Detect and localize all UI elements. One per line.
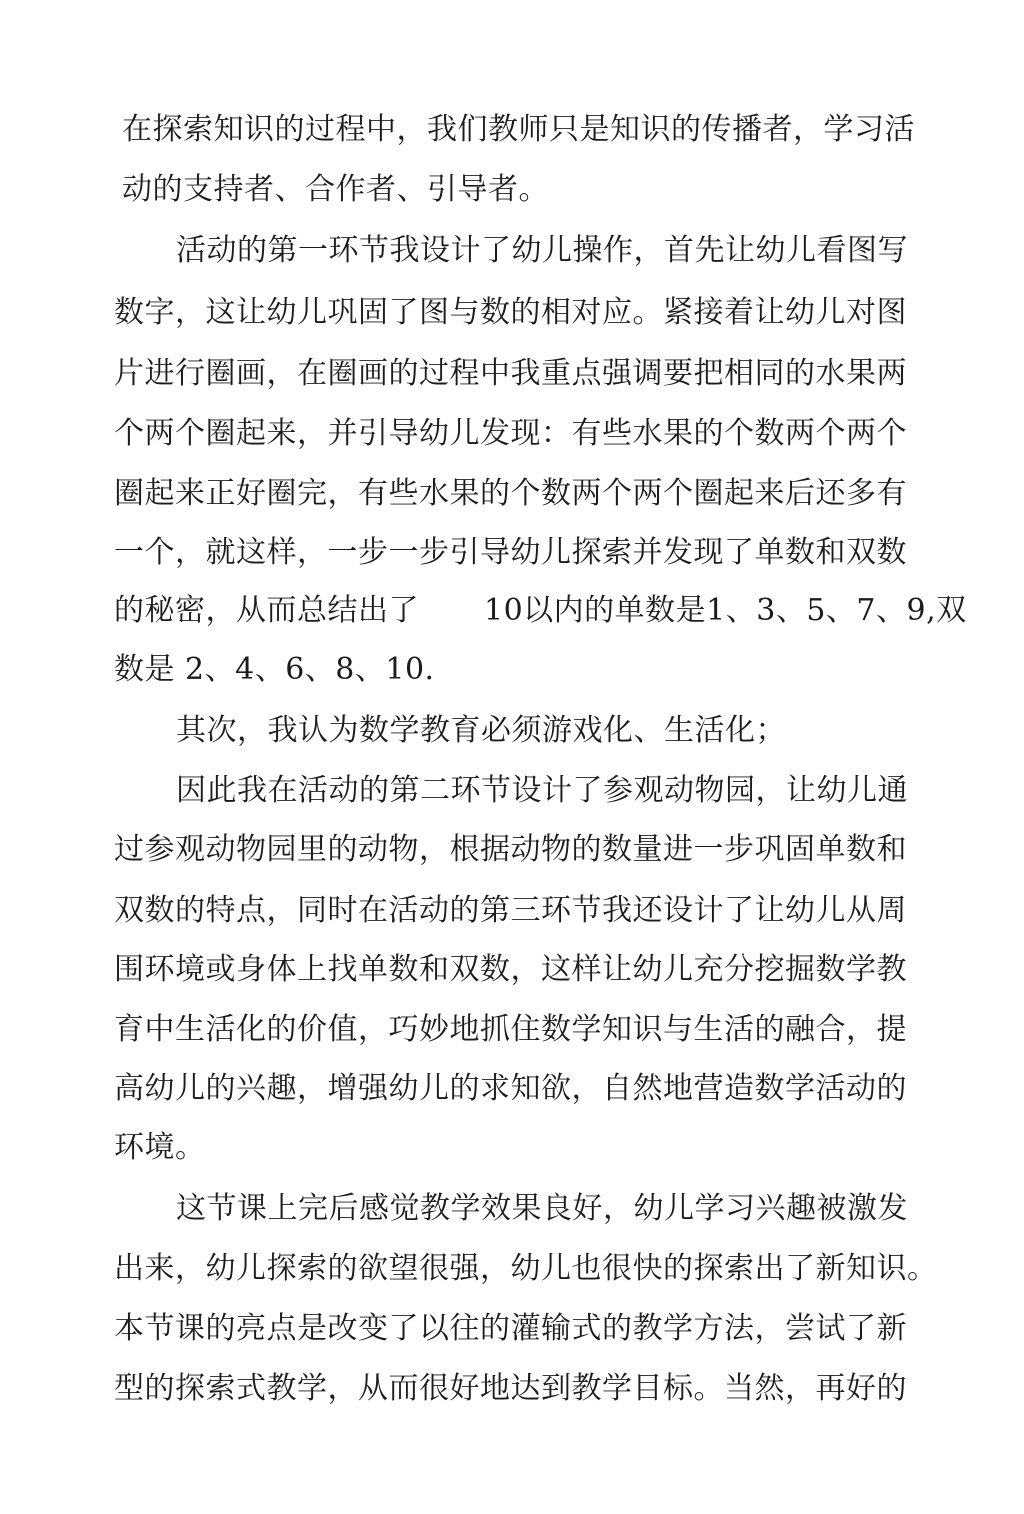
text-line: 数字，这让幼儿巩固了图与数的相对应。紧接着让幼儿对图 xyxy=(114,295,907,330)
text-segment: 的秘密，从而总结出了 xyxy=(114,593,419,628)
text-line: 出来，幼儿探索的欲望很强，幼儿也很快的探索出了新知识。 xyxy=(114,1251,938,1286)
text-line xyxy=(114,593,967,629)
text-line: 过参观动物园里的动物，根据动物的数量进一步巩固单数和 xyxy=(114,832,907,867)
text-line: 环境。 xyxy=(114,1130,206,1165)
text-line: 因此我在活动的第二环节设计了参观动物园，让幼儿通 xyxy=(176,773,908,808)
text-line: 双数的特点，同时在活动的第三环节我还设计了让幼儿从周 xyxy=(114,893,907,928)
text-line: 活动的第一环节我设计了幼儿操作，首先让幼儿看图写 xyxy=(176,233,908,268)
text-line: 其次，我认为数学教育必须游戏化、生活化； xyxy=(176,713,786,748)
text-line: 围环境或身体上找单数和双数，这样让幼儿充分挖掘数学教 xyxy=(114,952,907,987)
text-line: 本节课的亮点是改变了以往的灌输式的教学方法，尝试了新 xyxy=(114,1311,907,1346)
text-line: 片进行圈画，在圈画的过程中我重点强调要把相同的水果两 xyxy=(114,356,907,391)
text-line: 高幼儿的兴趣，增强幼儿的求知欲，自然地营造数学活动的 xyxy=(114,1071,907,1106)
text-line: 数是 2、4、6、8、10. xyxy=(114,652,435,687)
text-line: 这节课上完后感觉教学效果良好，幼儿学习兴趣被激发 xyxy=(176,1191,908,1226)
text-line: 在探索知识的过程中，我们教师只是知识的传播者，学习活 xyxy=(122,112,915,147)
text-line: 个两个圈起来，并引导幼儿发现：有些水果的个数两个两个 xyxy=(114,416,907,451)
text-line: 动的支持者、合作者、引导者。 xyxy=(122,172,549,207)
text-line: 型的探索式教学，从而很好地达到教学目标。当然，再好的 xyxy=(114,1371,907,1406)
text-line: 一个，就这样，一步一步引导幼儿探索并发现了单数和双数 xyxy=(114,535,907,570)
text-line: 圈起来正好圈完，有些水果的个数两个两个圈起来后还多有 xyxy=(114,476,907,511)
text-segment: 10以内的单数是1、3、5、7、9,双 xyxy=(484,593,967,628)
text-line: 育中生活化的价值，巧妙地抓住数学知识与生活的融合，提 xyxy=(114,1012,907,1047)
